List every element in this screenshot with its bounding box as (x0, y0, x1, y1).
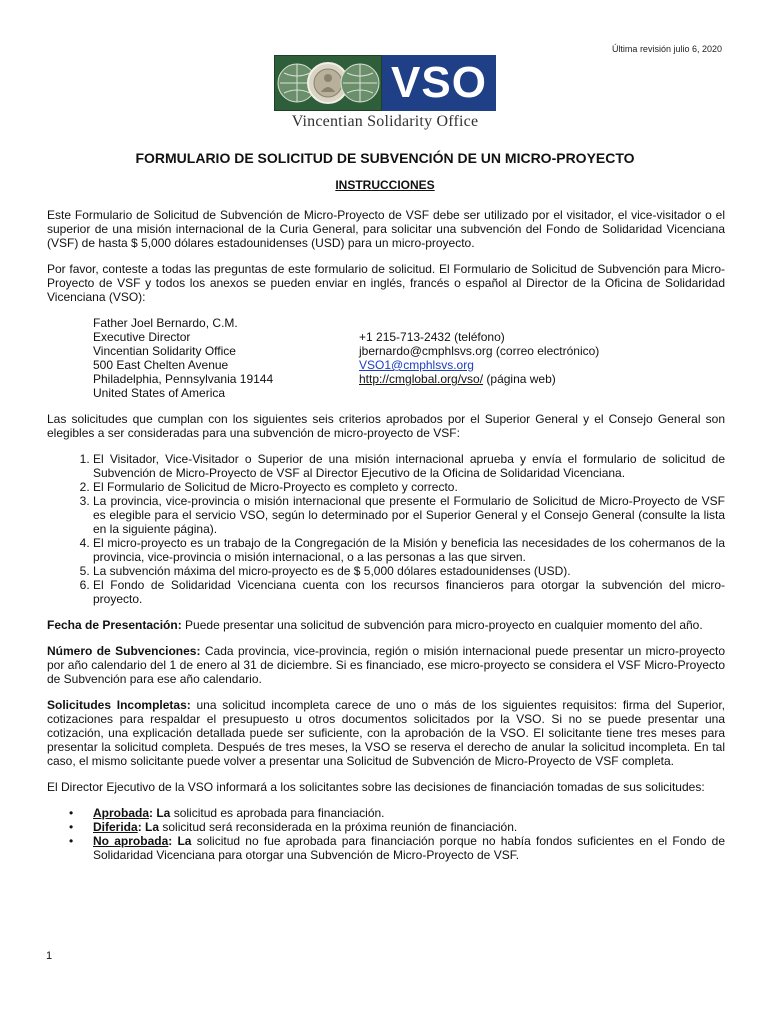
decision-label: Diferida (93, 820, 138, 834)
address-line: Philadelphia, Pennsylvania 19144 (93, 372, 274, 386)
address-block (93, 316, 725, 400)
address-line: Vincentian Solidarity Office (93, 344, 236, 358)
fecha-label: Fecha de Presentación: (47, 618, 182, 632)
section-subtitle: INSTRUCCIONES (335, 178, 435, 192)
decision-text: solicitud es aprobada para financiación. (170, 806, 385, 820)
criteria-item: 3. La provincia, vice-provincia o misión internacional que presente el Formulario de Solicitud de Micro-Proyecto de VSF es elegible para el servicio VSO, según lo determinado por el Superior General y el Consejo General (consulte la lista en la siguiente página). (93, 494, 725, 536)
numero-paragraph (47, 644, 725, 686)
decision-sep: : La (149, 806, 171, 820)
incompletas-label: Solicitudes Incompletas: (47, 698, 191, 712)
page-number: 1 (46, 950, 53, 962)
incompletas-text: una solicitud incompleta carece de uno o más de los siguientes requisitos: firma del Superior, cotizaciones para respaldar el presupuesto u otros documentos solicitados por la VSO. Si no se puede presentar una cotización, una explicación detallada puede ser suficiente, con la aprobación de la VSO. El solicitante tiene tres meses para presentar la solicitud completa. Después de tres meses, la VSO se reserva el derecho de anular la solicitud incompleta. En tal caso, el mismo solicitante puede volver a presentar una Solicitud de Subvención de Micro-Proyecto de VSF completa. (47, 698, 725, 768)
criteria-item: 4. El micro-proyecto es un trabajo de la Congregación de la Misión y beneficia las necesidades de los cohermanos de la provincia, vice-provincia o misión internacional, o a las personas a las que sirven. (93, 536, 725, 564)
address-left (93, 316, 359, 400)
address-contact (359, 316, 599, 400)
decision-item (93, 806, 725, 820)
director-paragraph: El Director Ejecutivo de la VSO informará a los solicitantes sobre las decisiones de financiación tomadas de sus solicitudes: (47, 780, 705, 794)
please-paragraph: Por favor, conteste a todas las preguntas de este formulario de solicitud. El Formulario de Solicitud de Subvención para Micro-Proyecto de VSF y todos los anexos se pueden enviar en inglés, francés o español al Director de la Oficina de Solidaridad Vicenciana (VSO): (47, 262, 725, 304)
address-line: 500 East Chelten Avenue (93, 358, 229, 372)
email-address: jbernardo@cmphlsvs.org (correo electrónico) (359, 344, 600, 358)
numero-label: Número de Subvenciones: (47, 644, 201, 658)
criteria-item: 5. La subvención máxima del micro-proyecto es de $ 5,000 dólares estadounidenses (USD). (93, 564, 725, 578)
decision-label: Aprobada (93, 806, 150, 820)
decision-sep: : La (168, 834, 192, 848)
criteria-item: 1. El Visitador, Vice-Visitador o Superior de una misión internacional aprueba y envía el formulario de solicitud de Subvención de Micro-Proyecto de VSF al Director Ejecutivo de la Oficina de Solidaridad Vicenciana. (93, 452, 725, 480)
decisions-list (47, 806, 725, 862)
website-suffix: (página web) (483, 372, 556, 386)
vso-logo (274, 55, 496, 131)
logo-subtitle: Vincentian Solidarity Office (291, 113, 479, 130)
vso-wordmark: VSO (382, 55, 496, 111)
revision-date: Última revisión julio 6, 2020 (611, 44, 722, 54)
fecha-text: Puede presentar una solicitud de subvención para micro-proyecto en cualquier momento del año. (181, 618, 703, 632)
fecha-paragraph (47, 618, 725, 632)
decision-sep: : La (137, 820, 160, 834)
criteria-item: 2. El Formulario de Solicitud de Micro-Proyecto es completo y correcto. (93, 480, 725, 494)
address-line: Father Joel Bernardo, C.M. (93, 316, 238, 330)
decision-label: No aprobada (93, 834, 169, 848)
vso-email-link[interactable]: VSO1@cmphlsvs.org (359, 358, 474, 372)
globe-seal-icon (274, 55, 382, 111)
website-link[interactable]: http://cmglobal.org/vso/ (359, 372, 484, 386)
numero-text: Cada provincia, vice-provincia, región o misión internacional puede presentar un micro-proyecto por año calendario del 1 de enero al 31 de diciembre. Si es financiado, ese micro-proyecto se considera el VSF Micro-Proyecto de Subvención para ese año calendario. (47, 644, 725, 686)
criteria-item: 6. El Fondo de Solidaridad Vicenciana cuenta con los recursos financieros para otorgar la subvención del micro-proyecto. (93, 578, 725, 606)
criteria-list (47, 452, 725, 606)
address-line: Executive Director (93, 330, 191, 344)
intro-paragraph: Este Formulario de Solicitud de Subvención de Micro-Proyecto de VSF debe ser utilizado por el visitador, el vice-visitador o el superior de una misión internacional de la Curia General, para solicitar una subvención del Fondo de Solidaridad Vicenciana (VSF) de hasta $ 5,000 dólares estadounidenses (USD) para un micro-proyecto. (47, 208, 725, 250)
decision-item (93, 820, 725, 834)
page-title: FORMULARIO DE SOLICITUD DE SUBVENCIÓN DE UN MICRO-PROYECTO (135, 150, 635, 166)
decision-text: solicitud será reconsiderada en la próxima reunión de financiación. (159, 820, 518, 834)
decision-text: solicitud no fue aprobada para financiación porque no había fondos suficientes en el Fondo de Solidaridad Vicenciana para otorgar una Subvención de Micro-Proyecto de VSF. (93, 834, 725, 862)
address-line: United States of America (93, 386, 226, 400)
incompletas-paragraph (47, 698, 725, 768)
phone-number: +1 215-713-2432 (teléfono) (359, 330, 505, 344)
decision-item (93, 834, 725, 862)
criteria-paragraph: Las solicitudes que cumplan con los siguientes seis criterios aprobados por el Superior General y el Consejo General son elegibles a ser consideradas para una subvención de micro-proyecto de VSF: (47, 412, 725, 440)
document-body (47, 208, 725, 862)
